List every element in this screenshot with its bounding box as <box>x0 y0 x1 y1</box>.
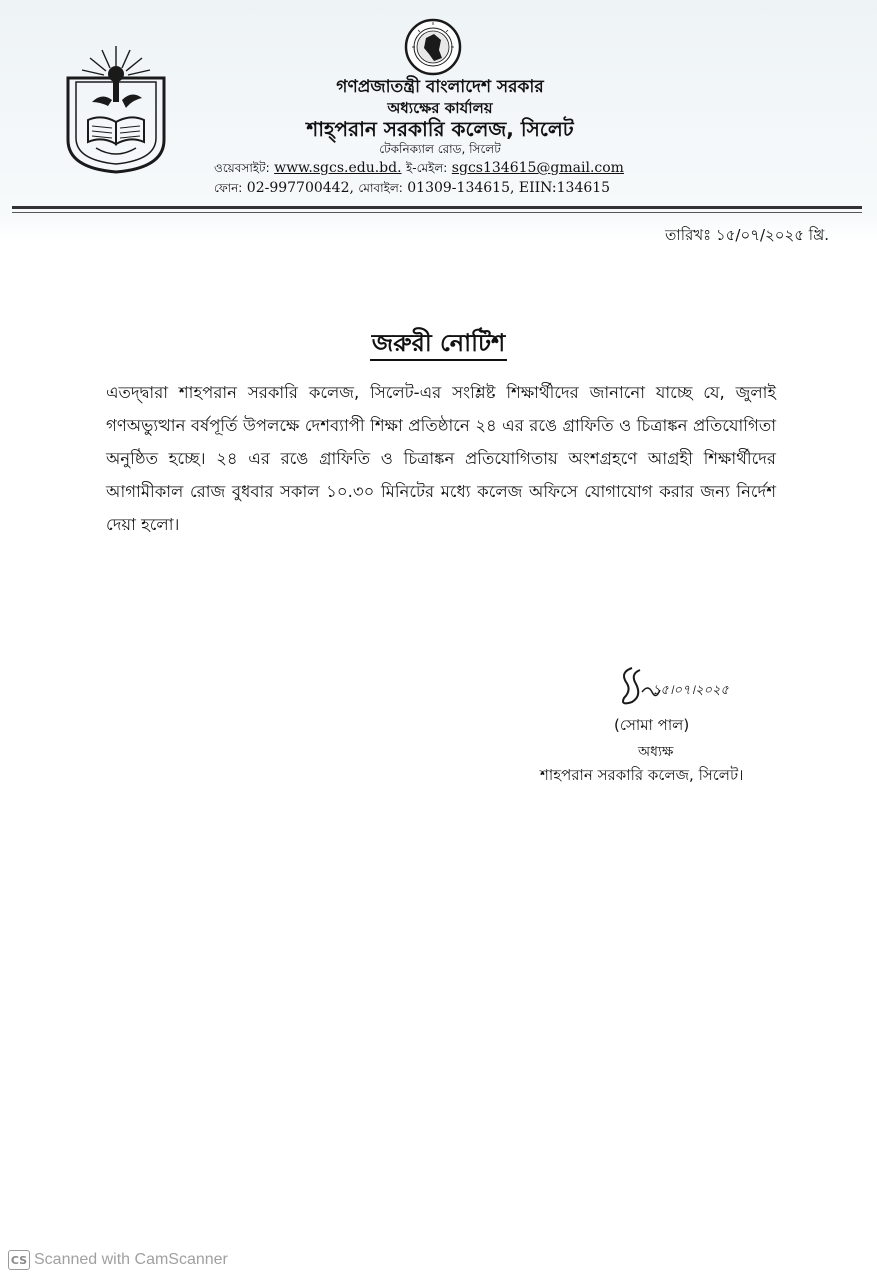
phone-label: ফোন: <box>214 181 243 195</box>
notice-body: এতদ্দ্বারা শাহপরান সরকারি কলেজ, সিলেট-এর সংশ্লিষ্ট শিক্ষার্থীদের জানানো যাচ্ছে যে, জুলাই গণঅভ্যুত্থান বর্ষপূর্তি উপলক্ষে দেশব্যাপী শিক্ষা প্রতিষ্ঠানে ২৪ এর রঙে গ্রাফিতি ও চিত্রাঙ্কন প্রতিযোগিতা অনুষ্ঠিত হচ্ছে। ২৪ এর রঙে গ্রাফিতি ও চিত্রাঙ্কন প্রতিযোগিতায় অংশগ্রহণে আগ্রহী শিক্ষার্থীদের আগামীকাল রোজ বুধবার সকাল ১০.৩০ মিনিটের মধ্যে কলেজ অফিসে যোগাযোগ করার জন্য নির্দেশ দেয়া হলো। <box>106 383 776 534</box>
mobile-label: মোবাইল: <box>358 181 403 195</box>
mobile-number: 01309-134615, <box>407 180 515 196</box>
notice-title-text: জরুরী নোটিশ <box>370 329 507 361</box>
website-label: ওয়েবসাইট: <box>214 161 270 175</box>
eiin-number: EIIN:134615 <box>518 180 611 196</box>
website-link[interactable]: www.sgcs.edu.bd. <box>274 160 402 176</box>
college-logo <box>62 44 170 174</box>
letterhead <box>0 0 877 215</box>
email-link[interactable]: sgcs134615@gmail.com <box>451 160 624 176</box>
signature-date: ১৫।০৭।২০২৫ <box>652 683 729 698</box>
email-label: ই-মেইল: <box>406 161 448 175</box>
signer-name: (সোমা পাল) <box>614 716 690 734</box>
contact-line-web <box>214 160 624 180</box>
contact-line-phone <box>214 180 610 200</box>
phone-number: 02-997700442, <box>246 180 354 196</box>
office-name: অধ্যক্ষের কার্যালয় <box>387 99 493 117</box>
camscanner-watermark <box>8 1248 228 1272</box>
college-name: শাহ্‌পরান সরকারি কলেজ, সিলেট <box>306 117 574 141</box>
handwritten-signature <box>618 662 738 708</box>
camscanner-text: Scanned with CamScanner <box>34 1251 228 1268</box>
college-address: টেকনিক্যাল রোড, সিলেট <box>379 142 501 156</box>
header-divider-thin <box>12 212 862 213</box>
signer-title: অধ্যক্ষ <box>638 744 674 760</box>
camscanner-icon: CS <box>8 1250 30 1270</box>
government-name: গণপ্রজাতন্ত্রী বাংলাদেশ সরকার <box>336 77 544 97</box>
notice-date: তারিখঃ ১৫/০৭/২০২৫ খ্রি. <box>665 226 829 244</box>
signer-college: শাহপরান সরকারি কলেজ, সিলেট। <box>540 766 744 784</box>
header-divider-thick <box>12 206 862 209</box>
notice-title <box>0 325 877 365</box>
government-seal-icon <box>404 18 462 76</box>
